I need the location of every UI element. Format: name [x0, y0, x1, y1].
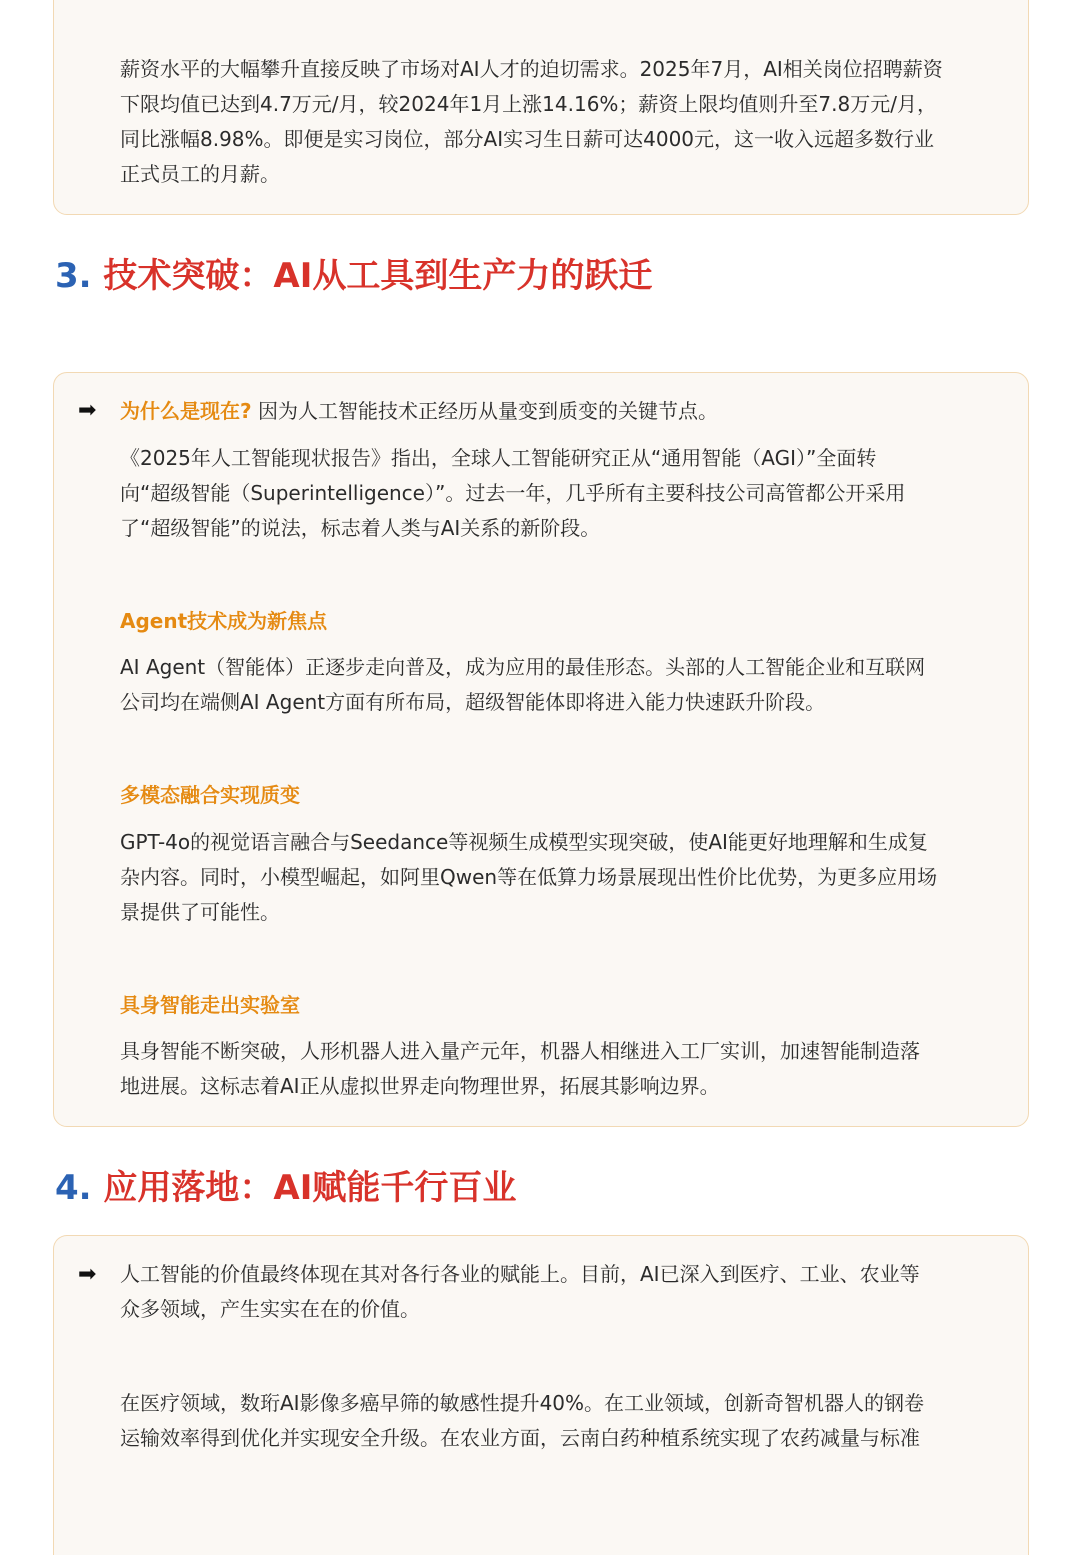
section-3-intro: 《2025年人工智能现状报告》指出，全球人工智能研究正从“通用智能（AGI）”全面转 向“超级智能（Superintelligence）”。过去一年，几乎所有主要科技公司高管都公开采用 了“超级智能”的说法，标志着人类与AI关系的新阶段。	[120, 446, 906, 540]
section-3-lead-text: 因为人工智能技术正经历从量变到质变的关键节点。	[257, 399, 718, 423]
section-3-number: 3.	[55, 256, 92, 296]
subsection-multimodal-heading: 多模态融合实现质变	[120, 783, 300, 807]
subsection-multimodal-body: GPT-4o的视觉语言融合与Seedance等视频生成模型实现突破，使AI能更好地理解和生成复 杂内容。同时，小模型崛起，如阿里Qwen等在低算力场景展现出性价比优势，为更多应用场 景提供了可能性。	[120, 830, 938, 924]
subsection-agent-body: AI Agent（智能体）正逐步走向普及，成为应用的最佳形态。头部的人工智能企业和互联网 公司均在端侧AI Agent方面有所布局，超级智能体即将进入能力快速跃升阶段。	[120, 655, 926, 714]
section-4-title-text: 应用落地：AI赋能千行百业	[103, 1168, 517, 1208]
section-4-body: 在医疗领域，数珩AI影像多癌早筛的敏感性提升40%。在工业领域，创新奇智机器人的钢卷 运输效率得到优化并实现安全升级。在农业方面，云南白药种植系统实现了农药减量与标准	[120, 1391, 925, 1450]
subsection-embodied-body: 具身智能不断突破，人形机器人进入量产元年，机器人相继进入工厂实训，加速智能制造落 地进展。这标志着AI正从虚拟世界走向物理世界，拓展其影响边界。	[120, 1039, 920, 1098]
subsection-agent-heading: Agent技术成为新焦点	[120, 609, 328, 633]
salary-paragraph: 薪资水平的大幅攀升直接反映了市场对AI人才的迫切需求。2025年7月，AI相关岗位招聘薪资 下限均值已达到4.7万元/月，较2024年1月上涨14.16%；薪资上限均值则升至7.8万元/月， 同比涨幅8.98%。即便是实习岗位，部分AI实习生日薪可达4000元，这一收入远超多数行业 正式员工的月薪。	[120, 57, 943, 186]
section-3-title-text: 技术突破：AI从工具到生产力的跃迁	[103, 256, 653, 296]
section-3-lead-highlight: 为什么是现在?	[120, 399, 252, 423]
right-arrow-icon: ➡	[78, 398, 97, 423]
section-4-title	[55, 1166, 516, 1210]
subsection-embodied-heading: 具身智能走出实验室	[120, 993, 300, 1017]
section-3-lead	[120, 394, 1015, 429]
section-4-number: 4.	[55, 1168, 92, 1208]
section-4-lead: 人工智能的价值最终体现在其对各行各业的赋能上。目前，AI已深入到医疗、工业、农业等 众多领域，产生实实在在的价值。	[120, 1262, 920, 1321]
section-3-title	[55, 254, 652, 298]
right-arrow-icon: ➡	[78, 1262, 97, 1287]
